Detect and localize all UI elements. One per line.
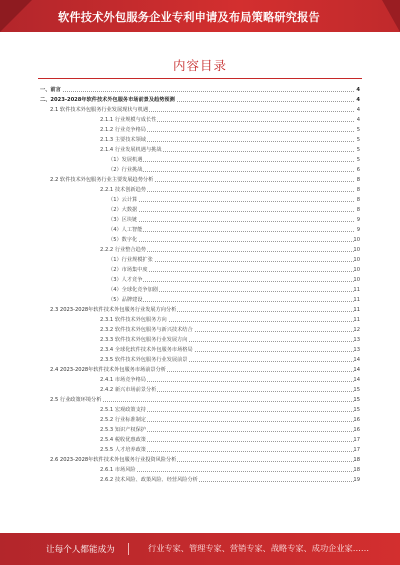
toc-entry-page: 4 [356, 97, 360, 103]
toc-entry[interactable] [0, 226, 400, 234]
toc-entry-page: 16 [353, 427, 360, 433]
toc-entry[interactable] [0, 126, 400, 134]
toc-entry-page: 15 [353, 397, 360, 403]
toc-entry-label: 2.2 软件技术外包服务行业主要发展趋势分析 [50, 177, 154, 183]
toc-entry-page: 10 [353, 257, 360, 263]
toc-entry[interactable] [0, 216, 400, 224]
toc-entry-label: 2.3.1 软件技术外包服务方向 [100, 317, 167, 323]
toc-entry-page: 5 [356, 147, 360, 153]
toc-entry-page: 4 [356, 117, 360, 123]
toc-entry[interactable] [0, 406, 400, 414]
toc-leader [108, 201, 354, 202]
toc-entry-label: 2.1.4 行业发展机遇与挑战 [100, 147, 162, 153]
toc-entry-label: （2）行业挑战 [108, 167, 143, 173]
toc-entry[interactable] [0, 196, 400, 204]
toc-entry[interactable] [0, 336, 400, 344]
footer-divider [128, 543, 129, 555]
toc-entry-page: 5 [356, 157, 360, 163]
toc-entry[interactable] [0, 326, 400, 334]
toc-entry-label: （4）人工智能 [108, 227, 143, 233]
toc-entry-page: 10 [353, 267, 360, 273]
toc-entry-page: 4 [356, 107, 360, 113]
toc-leader [108, 281, 354, 282]
footer-slogan: 让每个人都能成为 [46, 545, 115, 555]
header-decoration-right [382, 0, 400, 32]
toc-entry-page: 13 [353, 337, 360, 343]
toc-entry-page: 11 [353, 287, 360, 293]
toc-entry-label: 一、前言 [40, 87, 61, 93]
toc-entry-page: 8 [356, 197, 360, 203]
toc-entry[interactable] [0, 306, 400, 314]
toc-entry[interactable] [0, 416, 400, 424]
toc-entry[interactable] [0, 206, 400, 214]
toc-entry[interactable] [0, 376, 400, 384]
toc-entry[interactable] [0, 466, 400, 474]
toc-entry-page: 18 [353, 457, 360, 463]
toc-entry[interactable] [0, 386, 400, 394]
toc-entry-page: 19 [353, 477, 360, 483]
toc-entry-label: 2.5.5 人才培养政策 [100, 447, 146, 453]
toc-entry-page: 8 [356, 187, 360, 193]
toc-entry[interactable] [0, 396, 400, 404]
toc-entry[interactable] [0, 286, 400, 294]
toc-entry[interactable] [0, 146, 400, 154]
toc-entry-label: （1）发展机遇 [108, 157, 143, 163]
toc-entry-label: 2.1.2 行业竞争格局 [100, 127, 146, 133]
toc-entry[interactable] [0, 346, 400, 354]
toc-leader [108, 161, 354, 162]
toc-entry-page: 11 [353, 307, 360, 313]
toc-entry[interactable] [0, 446, 400, 454]
toc-entry[interactable] [0, 436, 400, 444]
toc-entry-page: 11 [353, 297, 360, 303]
toc-entry-label: 2.3.2 软件技术外包服务与新兴技术结合 [100, 327, 193, 333]
toc-entry-page: 8 [356, 177, 360, 183]
toc-entry-label: 2.5.1 宏观政策支持 [100, 407, 146, 413]
toc-entry-label: 2.4.1 市场竞争格局 [100, 377, 146, 383]
toc-entry[interactable] [0, 96, 400, 104]
toc-entry-label: 2.6 2023-2028年软件技术外包服务行业投资风险分析 [50, 457, 177, 463]
toc-entry-page: 6 [356, 167, 360, 173]
toc-entry[interactable] [0, 166, 400, 174]
toc-entry-page: 14 [353, 367, 360, 373]
header-decoration [0, 0, 32, 32]
toc-leader [108, 211, 354, 212]
toc-entry-label: 2.5 行业政策环境分析 [50, 397, 102, 403]
toc-entry-label: 2.1 软件技术外包服务行业发展现状与机遇 [50, 107, 149, 113]
toc-entry[interactable] [0, 246, 400, 254]
toc-entry[interactable] [0, 116, 400, 124]
toc-entry-page: 15 [353, 407, 360, 413]
toc-entry-label: （2）市场集中度 [108, 267, 148, 273]
toc-leader [100, 471, 354, 472]
toc-entry-page: 16 [353, 417, 360, 423]
toc-entry-label: 2.1.1 行业规模与成长性 [100, 117, 157, 123]
toc-entry-label: （1）云计算 [108, 197, 138, 203]
toc-title: 内容目录 [172, 58, 227, 73]
toc-entry-label: 2.5.3 知识产权保护 [100, 427, 146, 433]
toc-entry-label: 2.3.4 全球化软件技术外包服务市场格局 [100, 347, 193, 353]
toc-entry[interactable] [0, 256, 400, 264]
toc-entry[interactable] [0, 156, 400, 164]
toc-entry-label: （3）人才竞争 [108, 277, 143, 283]
toc-entry[interactable] [0, 266, 400, 274]
toc-entry-page: 5 [356, 127, 360, 133]
toc-entry[interactable] [0, 426, 400, 434]
toc-entry[interactable] [0, 276, 400, 284]
toc-entry-label: （4）全球化竞争加剧 [108, 287, 158, 293]
toc-entry-page: 17 [353, 437, 360, 443]
toc-entry-label: 2.3.3 软件技术外包服务行业发展方向 [100, 337, 188, 343]
toc-entry-label: 2.1.3 主要技术领域 [100, 137, 146, 143]
toc-entry-page: 10 [353, 237, 360, 243]
toc-leader [108, 171, 354, 172]
toc-entry-page: 10 [353, 247, 360, 253]
toc-entry-page: 5 [356, 137, 360, 143]
toc-entry-page: 8 [356, 207, 360, 213]
footer-experts: 行业专家、管理专家、营销专家、战略专家、成功企业家…… [148, 543, 370, 553]
toc-entry-page: 12 [353, 327, 360, 333]
toc-entry-label: 2.4.2 新兴市场前景分析 [100, 387, 157, 393]
toc-entry-page: 10 [353, 277, 360, 283]
toc-entry[interactable] [0, 106, 400, 114]
toc-entry[interactable] [0, 236, 400, 244]
toc-entry-page: 14 [353, 357, 360, 363]
toc-entry-page: 18 [353, 467, 360, 473]
toc-entry-page: 15 [353, 387, 360, 393]
footer-band [0, 533, 400, 565]
toc-entry[interactable] [0, 316, 400, 324]
toc-entry-page: 9 [356, 217, 360, 223]
toc-entry[interactable] [0, 136, 400, 144]
toc-entry[interactable] [0, 176, 400, 184]
toc-leader [108, 301, 354, 302]
toc-entry-label: 2.4 2023-2028年软件技术外包服务市场前景分析 [50, 367, 166, 373]
report-title: 软件技术外包服务企业专利申请及布局策略研究报告 [58, 11, 320, 24]
toc-entry[interactable] [0, 476, 400, 484]
toc-entry-label: （5）品牌建设 [108, 297, 143, 303]
toc-entry-label: 2.6.2 技术风险、政策风险、经营风险分析 [100, 477, 198, 483]
toc-entry-label: 2.3.5 软件技术外包服务行业发展前景 [100, 357, 188, 363]
toc-entry-page: 4 [356, 87, 360, 93]
toc-entry-label: 2.6.1 市场风险 [100, 467, 136, 473]
toc-leader [108, 221, 354, 222]
toc-entry[interactable] [0, 296, 400, 304]
toc-entry-label: 2.2.1 技术创新趋势 [100, 187, 146, 193]
toc-entry-label: （5）数字化 [108, 237, 138, 243]
toc-entry-page: 9 [356, 227, 360, 233]
toc-entry-label: 二、2023-2028年软件技术外包服务市场前景及趋势预测 [40, 97, 175, 103]
toc-leader [108, 231, 354, 232]
toc-entry-page: 13 [353, 347, 360, 353]
toc-entry-label: 2.2.2 行业整合趋势 [100, 247, 146, 253]
toc-leader [108, 241, 354, 242]
toc-entry[interactable] [0, 186, 400, 194]
toc-entry-label: （1）行业规模扩张 [108, 257, 153, 263]
toc-entry[interactable] [0, 86, 400, 94]
toc-entry-label: （2）大数据 [108, 207, 138, 213]
toc-entry-page: 14 [353, 377, 360, 383]
toc-entry-page: 17 [353, 447, 360, 453]
toc-entry-label: 2.3 2023-2028年软件技术外包服务行业发展方向分析 [50, 307, 177, 313]
toc-entry-label: 2.5.2 行业标准制定 [100, 417, 146, 423]
toc-entry[interactable] [0, 356, 400, 364]
header-band [0, 0, 400, 32]
toc-entry-page: 11 [353, 317, 360, 323]
toc-entry[interactable] [0, 366, 400, 374]
toc-entry[interactable] [0, 456, 400, 464]
toc-entry-label: （3）区块链 [108, 217, 138, 223]
toc-entry-label: 2.5.4 税收优惠政策 [100, 437, 146, 443]
toc-divider [38, 78, 362, 79]
toc-leader [40, 91, 354, 92]
